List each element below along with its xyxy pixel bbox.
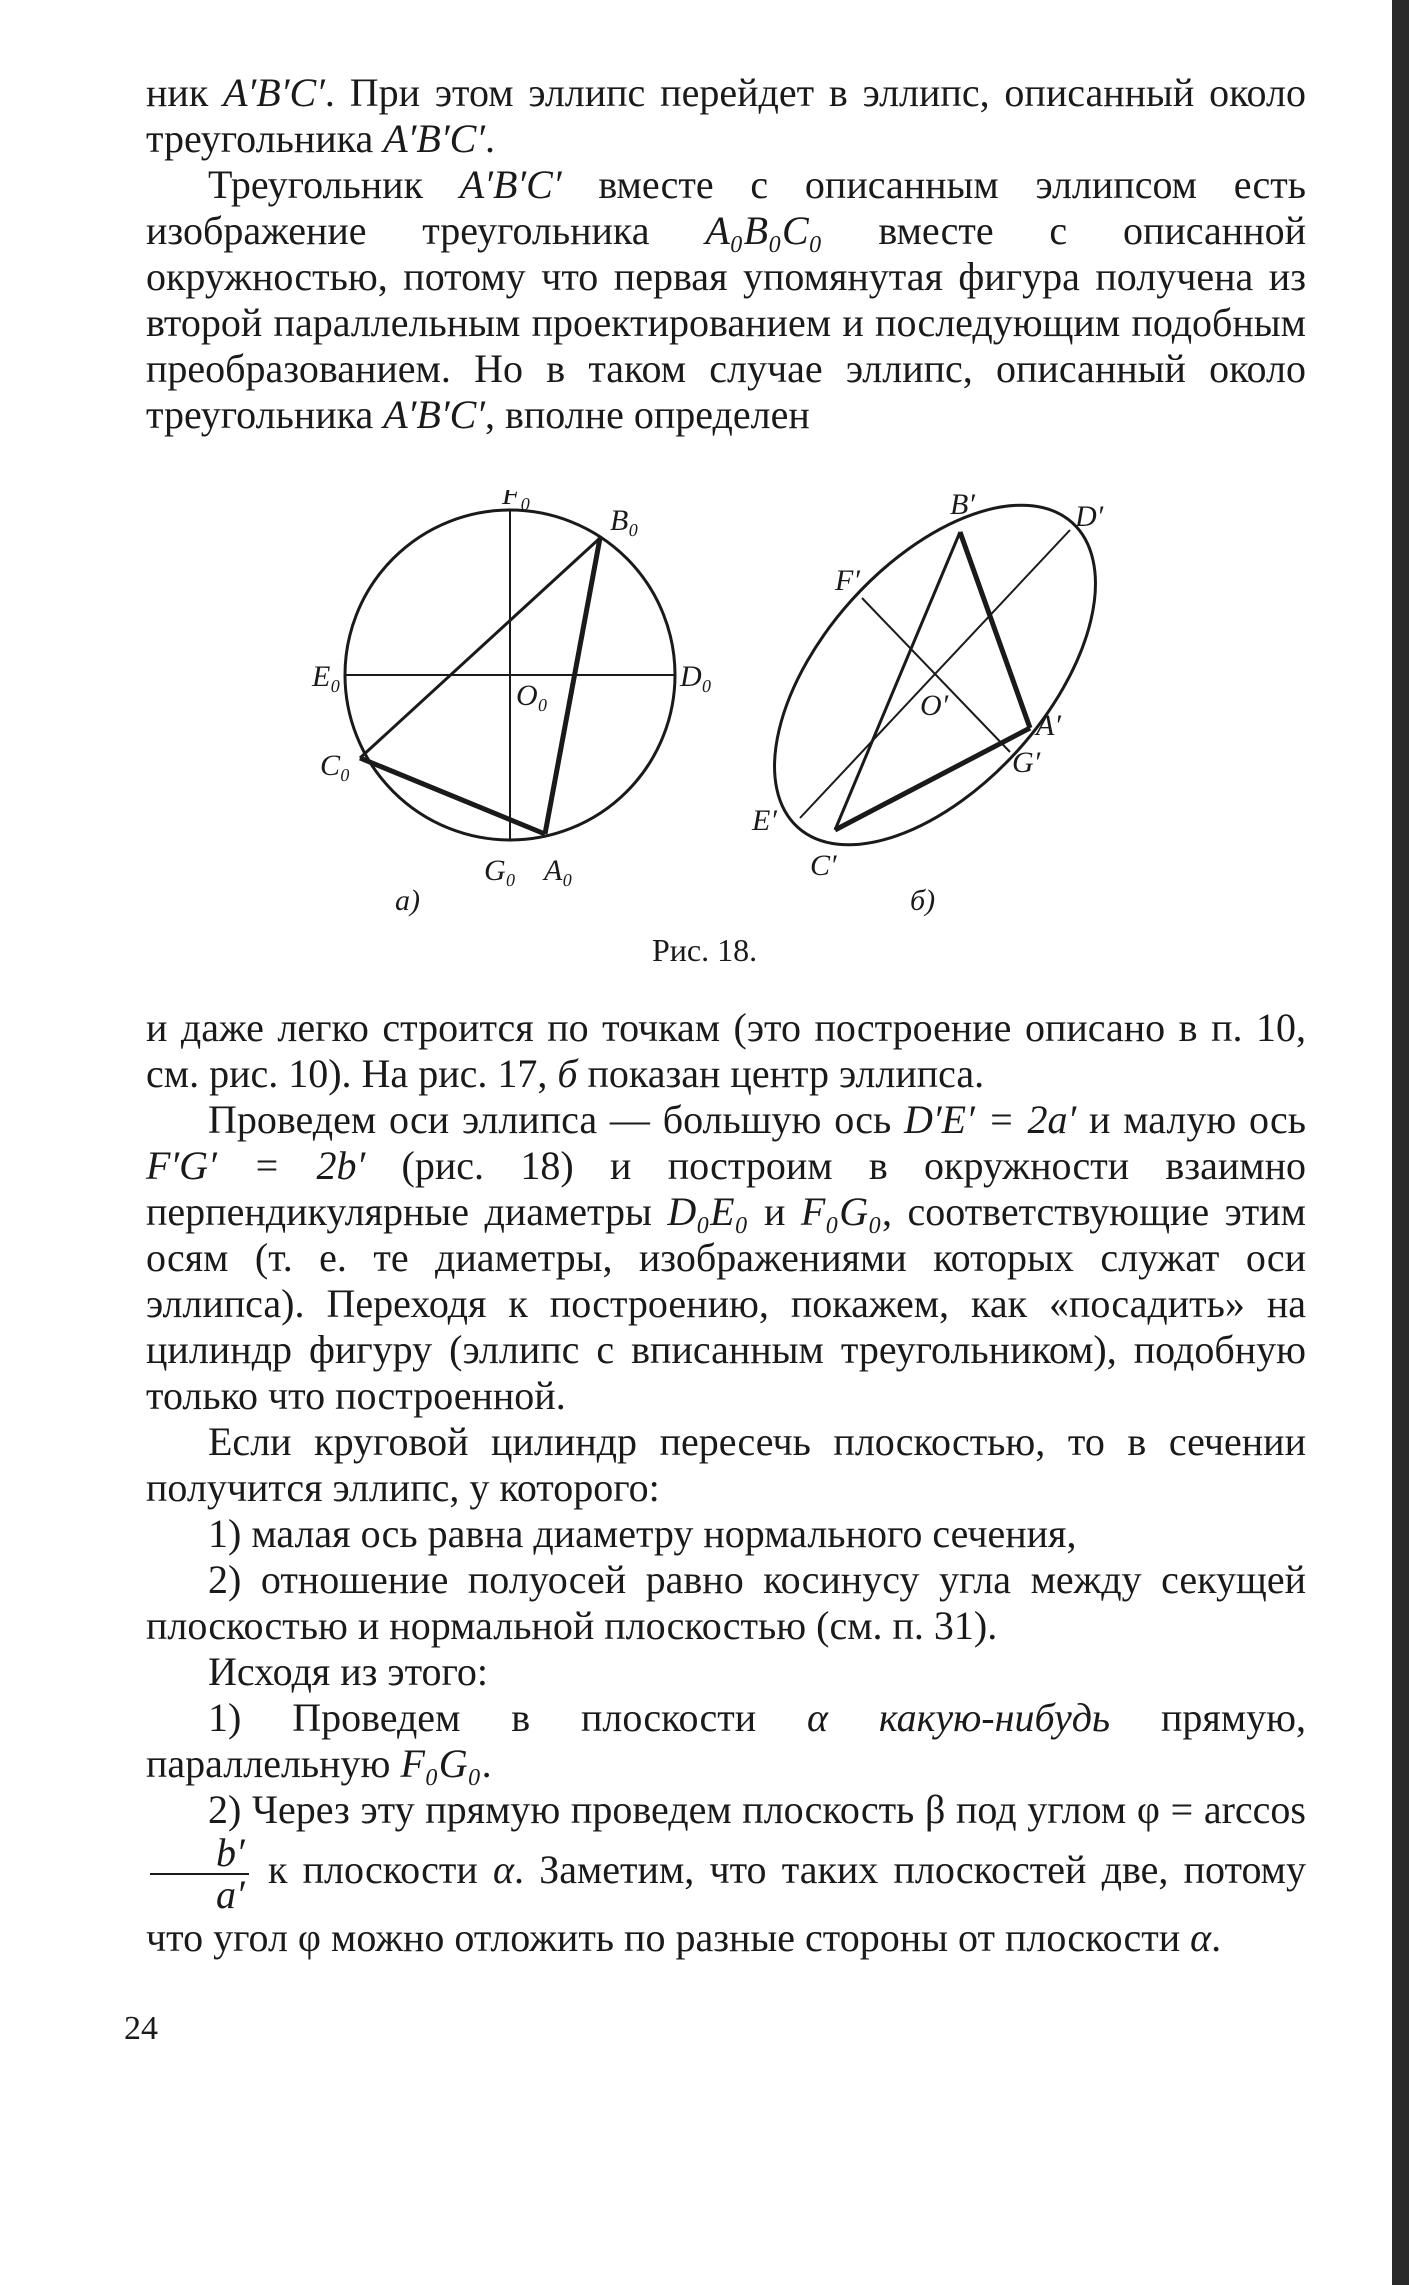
page-number: 24 <box>124 2010 158 2047</box>
top-paragraph: ник A′B′C′. При этом эллипс перейдет в эллипс, описанный около треугольника A′B′C′. <box>146 70 1306 161</box>
label-b-panel: б) <box>910 884 936 917</box>
side-b-a <box>960 532 1030 728</box>
fraction: $\frac{b'}{a'}$ <box>150 1833 249 1915</box>
label-e0: E₀ <box>312 660 341 693</box>
side-c0a0 <box>360 758 545 834</box>
label-o-prime: O′ <box>920 689 949 722</box>
label-c0: C₀ <box>320 749 351 782</box>
label-b0: B₀ <box>610 504 639 537</box>
figure-drawing <box>290 490 1120 920</box>
list-item-1: 1) малая ось равна диаметру нормального сечения, <box>208 1511 1077 1556</box>
main-paragraphs: и даже легко строится по точкам (это построение описано в п. 10, см. рис. 10). На рис. 17, б показан центр эллипса. Проведем оси эллипса — большую ось D′E′ = 2a′ и малую ось F′G′ = 2b′ (рис. 18) и построим в окружности взаимно перпендикулярные диаметры D₀E₀ и F₀G₀, соответствующие этим осям (т. е. те диаметры, изображениями которых служат оси эллипса). Переходя к построению, покажем, как «посадить» на цилиндр фигуру (эллипс с вписанным треугольником), подобную только что построенной. Если круговой цилиндр пересечь плоскостью, то в сечении получится эллипс, у которого: 1) малая ось равна диаметру нормального сечения, 2) отношение полуосей равно косинусу угла между секущей плоскостью и нормальной плоскостью (см. п. 31). Исходя из этого: 1) Проведем в плоскости α какую-нибудь прямую, параллельную F₀G₀. 2) Через эту прямую проведем плоскость β под углом φ = arccos $\frac{b'}{a'}$ к плоскости α. Заметим, что таких плоскостей две, потому что угол φ можно отложить по разные стороны от плоскости α. <box>146 1005 1307 1960</box>
label-f-prime: F′ <box>835 564 860 597</box>
figure-18 <box>290 490 1120 970</box>
ellipse-diagram <box>715 490 1120 902</box>
label-o0: O₀ <box>516 679 549 712</box>
second-paragraph: Треугольник A′B′C′ вместе с описанным эллипсом есть изображение треугольника A₀B₀C₀ вместе с описанной окружностью, потому что первая упомянутая фигура получена из второй параллельным проектированием и последующим подобным преобразованием. Но в таком случае эллипс, описанный около треугольника A′B′C′, вполне определен <box>146 162 1306 437</box>
circle-diagram <box>345 510 675 840</box>
ellipse <box>715 490 1120 902</box>
side-c-a <box>835 728 1030 830</box>
label-a-prime: A′ <box>1036 709 1061 742</box>
label-b-prime: B′ <box>950 490 975 521</box>
label-g-prime: G′ <box>1012 746 1041 779</box>
page-spine-edge <box>1392 0 1409 2285</box>
paragraph-cylinder: Если круговой цилиндр пересечь плоскостью, то в сечении получится эллипс, у которого: <box>146 1419 1306 1510</box>
label-c-prime: C′ <box>810 849 837 882</box>
list-item-2: 2) отношение полуосей равно косинусу угла между секущей плоскостью и нормальной плоскостью (см. п. 31). <box>146 1557 1306 1648</box>
figure-caption: Рис. 18. <box>651 932 758 968</box>
label-g0: G₀ <box>484 854 517 887</box>
label-a-panel: а) <box>395 884 420 917</box>
label-f0: F₀ <box>502 490 531 511</box>
label-e-prime: E′ <box>752 804 777 837</box>
label-d0: D₀ <box>680 660 713 693</box>
label-a0: A₀ <box>544 854 573 887</box>
paragraph-hence: Исходя из этого: <box>208 1649 489 1694</box>
label-d-prime: D′ <box>1075 500 1104 533</box>
